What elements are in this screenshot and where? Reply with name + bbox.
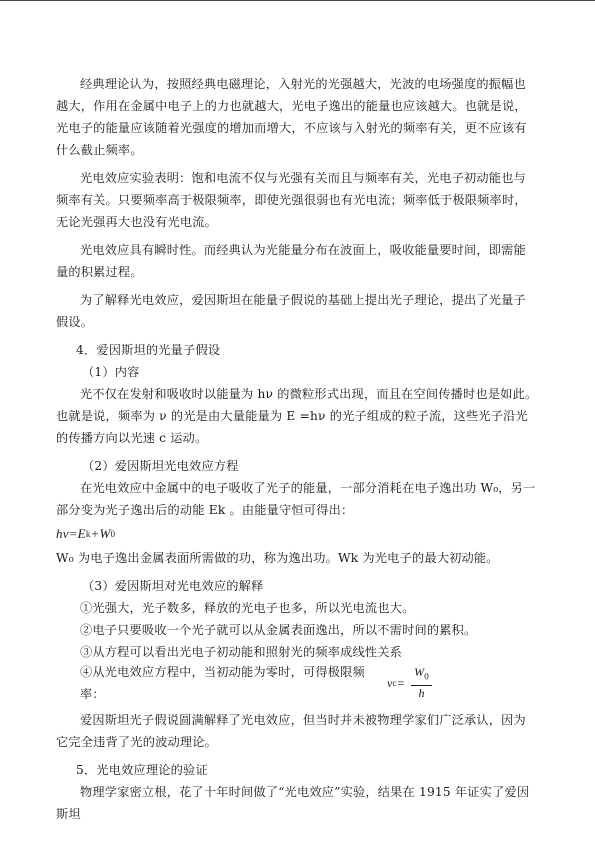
subheading-content: （1）内容 xyxy=(82,365,140,379)
paragraph-photon-hypothesis: 光不仅在发射和吸收时以能量为 hν 的微粒形式出现，而且在空间传播时也是如此。也就是说，频率为 ν 的光是由大量能量为 E =hν 的光子组成的粒子流，这些光子沿光的传播方向以光速 c 运动。 xyxy=(56,387,538,445)
section-heading-5: 5．光电效应理论的验证 xyxy=(76,763,208,777)
list-item-2: ②电子只要吸收一个光子就可以从金属表面逸出，所以不需时间的累积。 xyxy=(80,623,477,637)
list-item-1: ①光强大，光子数多，释放的光电子也多，所以光电流也大。 xyxy=(80,601,415,615)
paragraph-work-function: W₀ 为电子逸出金属表面所需做的功，称为逸出功。Wk 为光电子的最大初动能。 xyxy=(56,551,499,565)
paragraph-reception: 爱因斯坦光子假说圆满解释了光电效应，但当时并未被物理学家们广泛承认，因为它完全违背了光的波动理论。 xyxy=(56,713,526,749)
subheading-explanation: （3）爱因斯坦对光电效应的解释 xyxy=(82,579,264,593)
paragraph-millikan: 物理学家密立根，花了十年时间做了“光电效应”实验，结果在 1915 年证实了爱因斯坦 xyxy=(56,785,530,821)
paragraph-experiment-results: 光电效应实验表明：饱和电流不仅与光强有关而且与频率有关，光电子初动能也与频率有关。只要频率高于极限频率，即使光强很弱也有光电流；频率低于极限频率时，无论光强再大也没有光电流。 xyxy=(56,171,527,229)
subheading-equation: （2）爱因斯坦光电效应方程 xyxy=(82,459,239,473)
equation-lhs: hν xyxy=(56,526,69,541)
list-item-3: ③从方程可以看出光电子初动能和照射光的频率成线性关系 xyxy=(80,645,403,659)
paragraph-einstein-intro: 为了解释光电效应，爱因斯坦在能量子假说的基础上提出光子理论，提出了光量子假设。 xyxy=(56,293,526,329)
document-body xyxy=(56,73,538,825)
paragraph-instantaneity: 光电效应具有瞬时性。而经典认为光能量分布在波面上，吸收能量要时间，即需能量的积累过程。 xyxy=(56,243,526,279)
photoelectric-equation: hν = E k + W 0 xyxy=(56,521,538,547)
list-item-4 xyxy=(56,663,432,703)
paragraph-classical-theory: 经典理论认为，按照经典电磁理论，入射光的光强越大，光波的电场强度的振幅也越大，作用在金属中电子上的力也就越大，光电子逸出的能量也应该越大。也就是说，光电子的能量应该随着光强度的增加而增大，不应该与入射光的频率有关，更不应该有什么截止频率。 xyxy=(56,77,527,157)
list-item-4-text: ④从光电效应方程中，当初动能为零时，可得极限频率： xyxy=(80,665,365,701)
page-top-border xyxy=(0,0,595,1)
paragraph-energy-conservation: 在光电效应中金属中的电子吸收了光子的能量，一部分消耗在电子逸出功 W₀，另一部分变为光子逸出后的动能 Ek 。由能量守恒可得出： xyxy=(56,481,536,517)
threshold-frequency-formula: ν c = $\frac{W_0}{h}$ xyxy=(387,665,432,700)
section-heading-4: 4．爱因斯坦的光量子假设 xyxy=(76,343,221,357)
